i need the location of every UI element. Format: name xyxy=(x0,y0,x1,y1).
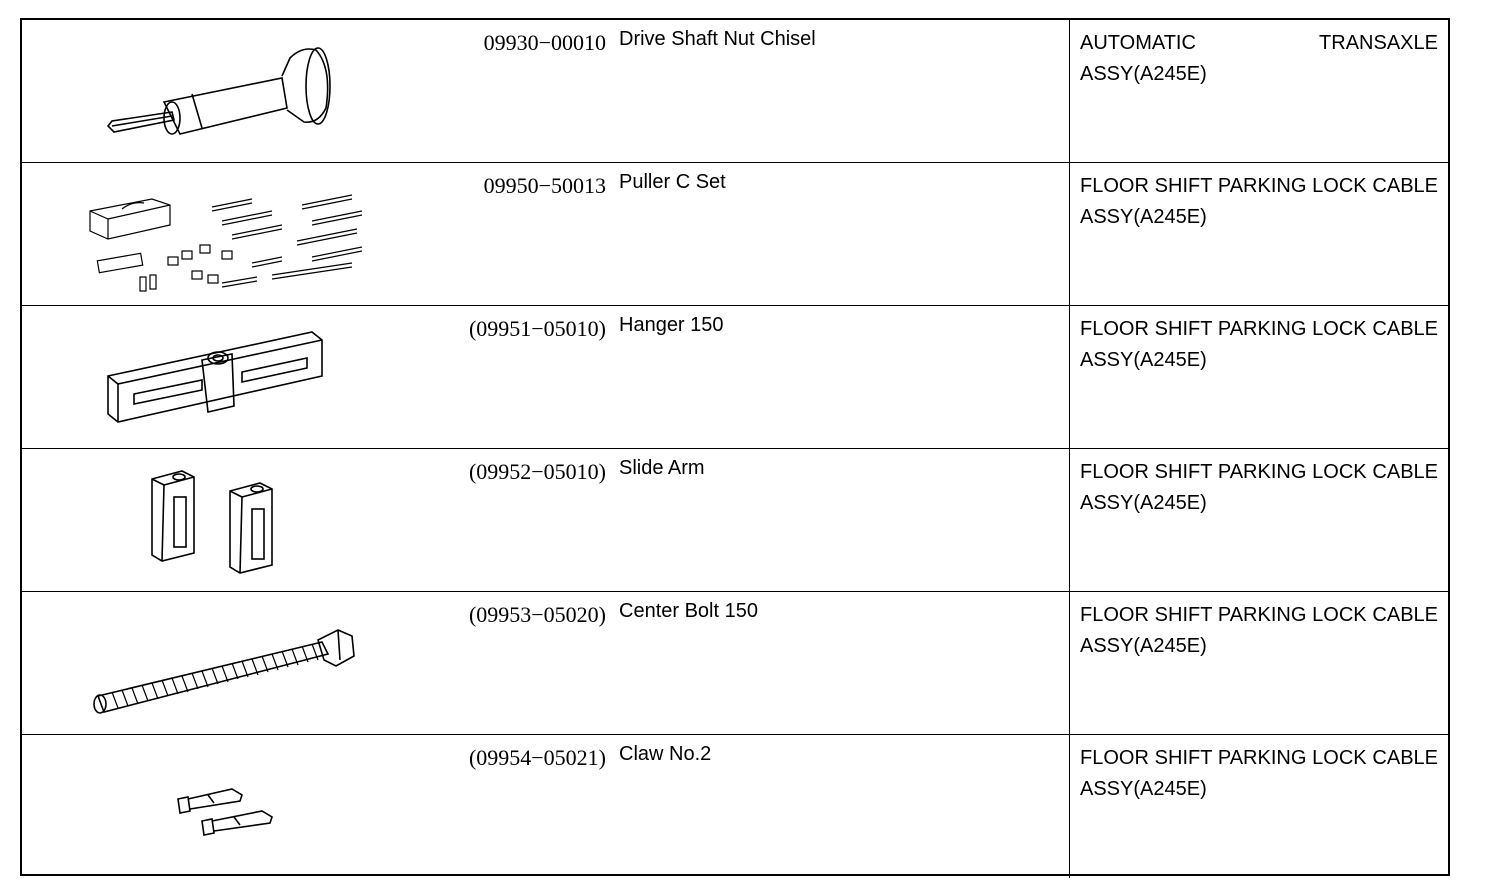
part-number: (09953−05020) xyxy=(468,602,606,627)
slide-arm-illustration xyxy=(82,457,402,584)
table-row xyxy=(22,735,1448,878)
usage-text: FLOOR SHIFT PARKING LOCK CABLE ASSY(A245E) xyxy=(1080,175,1438,228)
part-number: (09951−05010) xyxy=(468,316,606,341)
special-service-tools-table xyxy=(20,18,1450,876)
column-divider xyxy=(1069,163,1070,305)
part-number: 09930−00010 xyxy=(483,30,606,55)
usage-text: FLOOR SHIFT PARKING LOCK CABLE ASSY(A245E) xyxy=(1080,747,1438,800)
tool-name: Hanger 150 xyxy=(619,314,724,336)
part-number: 09950−50013 xyxy=(483,173,606,198)
tool-name: Slide Arm xyxy=(619,457,705,479)
table-row xyxy=(22,306,1448,449)
table-row xyxy=(22,592,1448,735)
column-divider xyxy=(1069,449,1070,591)
tool-name: Center Bolt 150 xyxy=(619,600,758,622)
center-bolt-illustration xyxy=(82,600,402,727)
usage-text: FLOOR SHIFT PARKING LOCK CABLE ASSY(A245E) xyxy=(1080,604,1438,657)
claw-illustration xyxy=(82,743,402,870)
usage-text: FLOOR SHIFT PARKING LOCK CABLE ASSY(A245E) xyxy=(1080,461,1438,514)
table-row xyxy=(22,20,1448,163)
usage-text: AUTOMATIC TRANSAXLE ASSY(A245E) xyxy=(1080,32,1438,85)
table-row xyxy=(22,449,1448,592)
table-row xyxy=(22,163,1448,306)
column-divider xyxy=(1069,592,1070,734)
column-divider xyxy=(1069,735,1070,878)
tool-name: Drive Shaft Nut Chisel xyxy=(619,28,816,50)
column-divider xyxy=(1069,306,1070,448)
tool-name: Puller C Set xyxy=(619,171,726,193)
chisel-illustration xyxy=(82,28,402,155)
usage-text: FLOOR SHIFT PARKING LOCK CABLE ASSY(A245E) xyxy=(1080,318,1438,371)
part-number: (09952−05010) xyxy=(468,459,606,484)
puller-set-illustration xyxy=(82,171,402,298)
part-number: (09954−05021) xyxy=(468,745,606,770)
column-divider xyxy=(1069,20,1070,162)
hanger-illustration xyxy=(82,314,402,441)
tool-name: Claw No.2 xyxy=(619,743,712,765)
